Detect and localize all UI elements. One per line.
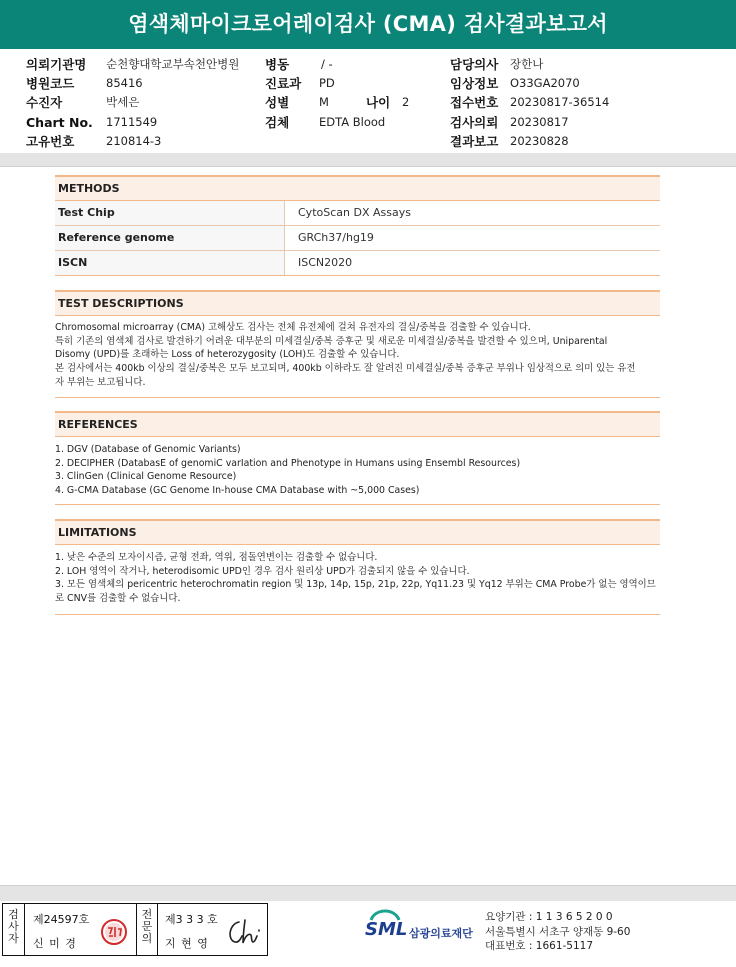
field-value: 20230817 (510, 115, 569, 129)
field-value: EDTA Blood (319, 115, 386, 129)
field-label: 검체 (265, 115, 290, 130)
institution-code: 요양기관 : 1 1 3 6 5 2 0 0 (485, 911, 613, 923)
signature-icon (225, 916, 263, 948)
list-item: 1. DGV (Database of Genomic Variants) (55, 444, 241, 455)
organization-logo (365, 906, 485, 950)
section-divider (55, 614, 660, 615)
field-label: 병원코드 (26, 76, 75, 91)
field-label: 성별 (265, 95, 290, 110)
field-value: 1711549 (106, 115, 158, 129)
patient-info (0, 52, 736, 150)
text-line: Disomy (UPD)를 초래하는 Loss of heterozygosity (LOH)도 검출할 수 있습니다. (55, 349, 400, 361)
organization-address (485, 910, 630, 954)
footer-divider (0, 885, 736, 901)
table-row (55, 226, 660, 251)
field-label: 담당의사 (450, 57, 499, 72)
methods-heading: METHODS (55, 175, 660, 201)
field-value: 20230817-36514 (510, 95, 610, 109)
field-value: / - (321, 57, 333, 71)
field-value: 순천향대학교부속천안병원 (106, 57, 240, 71)
row-value: CytoScan DX Assays (298, 206, 411, 219)
field-value: 20230828 (510, 134, 569, 148)
references-heading: REFERENCES (55, 411, 660, 437)
field-value: M (319, 95, 329, 109)
list-item: 1. 낮은 수준의 모자이시즘, 균형 전좌, 역위, 점돌연변이는 검출할 수 없습니다. (55, 552, 378, 563)
text-line: 본 검사에서는 400kb 이상의 결실/중복은 모두 보고되며, 400kb 이하라도 잘 알려진 미세결실/중복 증후군 부위나 임상적으로 의미 있는 유전 (55, 363, 636, 375)
specialist-name: 지 현 영 (165, 937, 209, 950)
table-row (55, 251, 660, 276)
row-value: ISCN2020 (298, 256, 353, 269)
specialist-label-text: 전 문 의 (141, 908, 153, 945)
list-item: 로 CNV를 검출할 수 없습니다. (55, 593, 181, 605)
field-label: 결과보고 (450, 134, 499, 149)
field-label: 병동 (265, 57, 290, 72)
field-value: 210814-3 (106, 134, 162, 148)
section-divider (55, 397, 660, 398)
field-label: 나이 (366, 95, 391, 110)
section-divider (55, 504, 660, 505)
test-descriptions-heading: TEST DESCRIPTIONS (55, 290, 660, 316)
list-item: 3. 모든 염색체의 pericentric heterochromatin region 및 13p, 14p, 15p, 21p, 22p, Yq11.23 및 Yq12 부위는 CMA Probe가 없는 영역이므 (55, 579, 656, 591)
header-divider (0, 153, 736, 167)
seal-stamp-icon (100, 918, 128, 946)
row-key: Reference genome (55, 226, 285, 250)
list-item: 2. DECIPHER (DatabasE of genomiC varIation and Phenotype in Humans using Ensembl Resources) (55, 457, 521, 469)
address-line: 서울특별시 서초구 양재동 9-60 (485, 925, 631, 938)
field-value: 장한나 (510, 57, 544, 71)
limitations-heading: LIMITATIONS (55, 519, 660, 545)
field-value: 2 (402, 95, 410, 109)
report-title: 염색체마이크로어레이검사 (CMA) 검사결과보고서 (0, 0, 736, 49)
inspector-name: 신 미 경 (33, 937, 77, 950)
field-label: 검사의뢰 (450, 115, 499, 130)
list-item: 3. ClinGen (Clinical Genome Resource) (55, 471, 237, 483)
inspector-label-text: 검 사 자 (8, 908, 19, 945)
text-line: Chromosomal microarray (CMA) 고해상도 검사는 전체 유전체에 걸쳐 유전자의 결실/중복을 검출할 수 있습니다. (55, 322, 531, 333)
signature-box (2, 903, 268, 956)
field-value: 85416 (106, 76, 143, 90)
table-row (55, 201, 660, 226)
organization-name: 삼광의료재단 (409, 927, 473, 940)
field-label: Chart No. (26, 115, 93, 130)
field-label: 접수번호 (450, 95, 499, 110)
field-value: 박세은 (106, 95, 140, 109)
specialist-license: 제3 3 3 호 (165, 913, 218, 926)
logo-text: SML (365, 919, 408, 940)
test-descriptions-body (55, 321, 665, 390)
specialist-label (136, 904, 158, 955)
row-value: GRCh37/hg19 (298, 231, 374, 244)
field-label: 수진자 (26, 95, 63, 110)
field-label: 의뢰기관명 (26, 57, 87, 72)
text-line: 자 부위는 보고됩니다. (55, 376, 146, 388)
field-label: 임상정보 (450, 76, 499, 91)
text-line: 특히 기존의 염색체 검사로 발견하기 어려운 대부분의 미세결실/중복 증후군 및 새로운 미세결실/중복을 발견할 수 있으며, Uniparental (55, 335, 608, 347)
row-key: ISCN (55, 251, 285, 275)
phone-line: 대표번호 : 1661-5117 (485, 940, 594, 952)
field-value: PD (319, 76, 335, 90)
references-body (55, 443, 665, 498)
field-label: 고유번호 (26, 134, 75, 149)
list-item: 4. G-CMA Database (GC Genome In-house CMA Database with ~5,000 Cases) (55, 485, 420, 497)
list-item: 2. LOH 영역이 작거나, heterodisomic UPD인 경우 검사 원리상 UPD가 검출되지 않을 수 있습니다. (55, 565, 470, 577)
row-key: Test Chip (55, 201, 285, 225)
inspector-license: 제24597호 (33, 913, 90, 926)
field-label: 진료과 (265, 76, 302, 91)
inspector-label (3, 904, 25, 955)
limitations-body (55, 551, 665, 606)
field-value: O33GA2070 (510, 76, 580, 90)
